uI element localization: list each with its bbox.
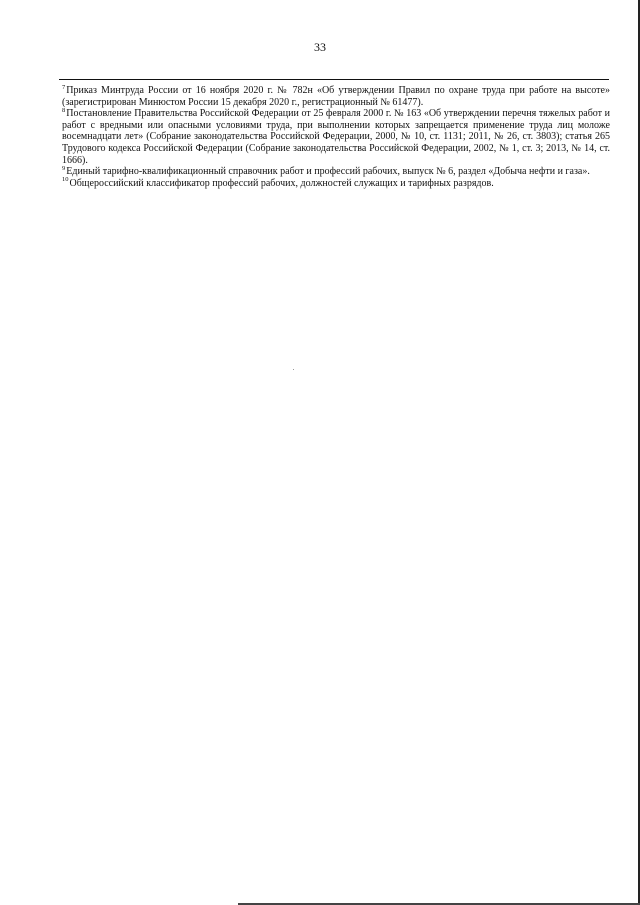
footnote-number: 10 [62, 176, 69, 184]
footnotes [62, 85, 610, 189]
footnote-9 [62, 166, 610, 178]
footnote-separator [59, 79, 609, 80]
footnote-number: 7 [62, 83, 66, 91]
page-number: 33 [314, 40, 326, 54]
footnote-10 [62, 178, 610, 190]
footnote-text: Единый тарифно-квалификационный справочник работ и профессий рабочих, выпуск № 6, раздел «Добыча нефти и газа». [66, 166, 590, 178]
footnote-text: Приказ Минтруда России от 16 ноября 2020 г. № 782н «Об утверждении Правил по охране труда при работе на высоте» (зарегистрирован Минюстом России 15 декабря 2020 г., регистрационный № 61477). [62, 85, 610, 108]
footnote-number: 8 [62, 106, 66, 114]
footnote-7 [62, 85, 610, 108]
footnote-8 [62, 108, 610, 166]
footnote-text: Постановление Правительства Российской Федерации от 25 февраля 2000 г. № 163 «Об утверждении перечня тяжелых работ и работ с вредными или опасными условиями труда, при выполнении которых запрещается применение труда лиц моложе восемнадцати лет» (Собрание законодательства Российской Федерации, 2000, № 10, ст. 1131; 2011, № 26, ст. 3803); статья 265 Трудового кодекса Российской Федерации (Собрание законодательства Российской Федерации, 2002, № 1, ст. 3; 2013, № 14, ст. 1666). [62, 108, 610, 166]
scan-speck [293, 369, 294, 370]
footnote-number: 9 [62, 164, 66, 172]
footnote-text: Общероссийский классификатор профессий рабочих, должностей служащих и тарифных разрядов. [69, 177, 494, 189]
